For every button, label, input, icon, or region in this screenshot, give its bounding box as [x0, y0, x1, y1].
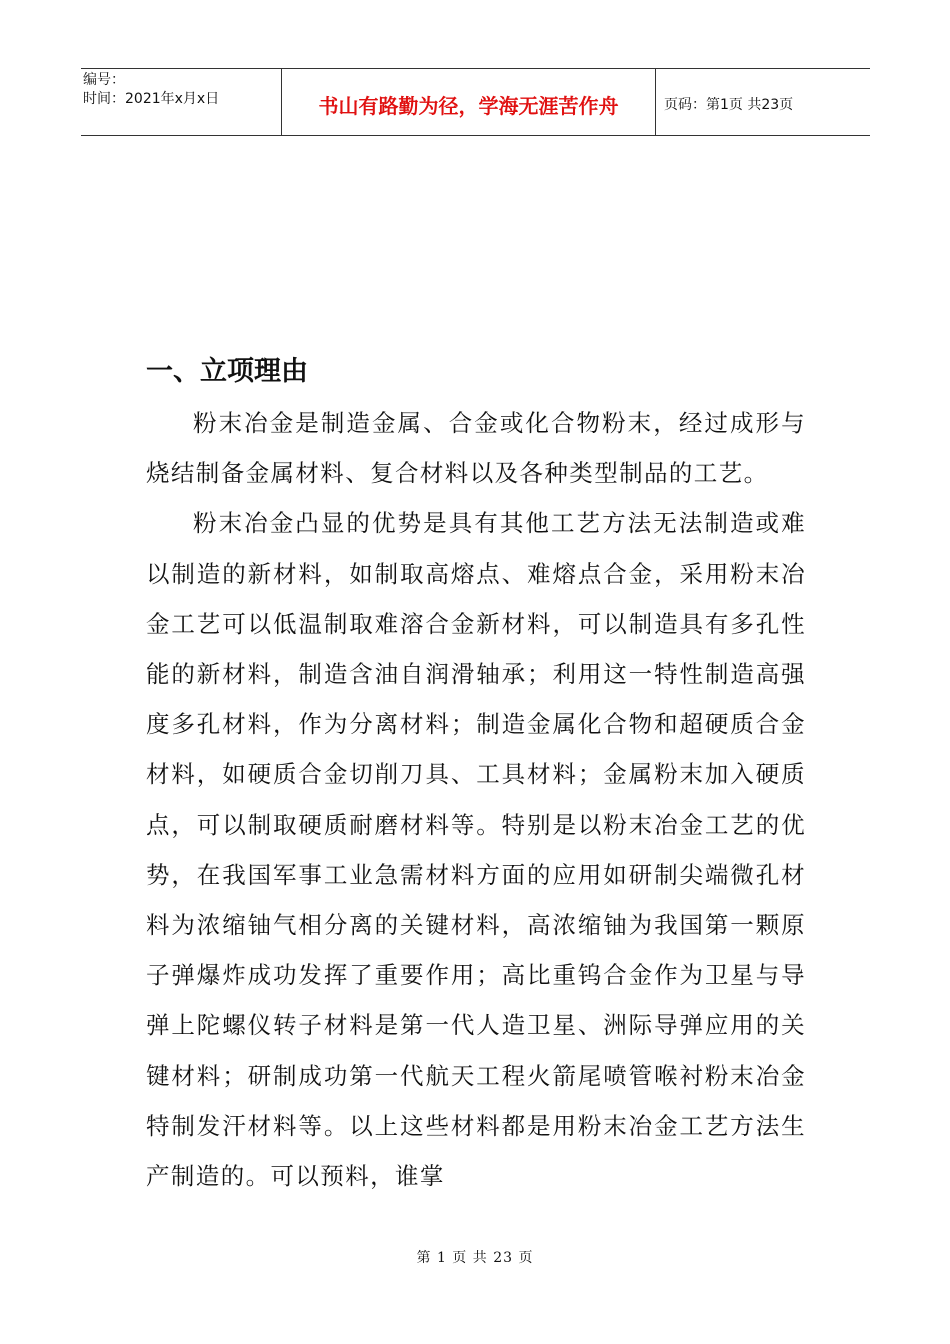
header-motto: 书山有路勤为径，学海无涯苦作舟: [282, 69, 656, 135]
paragraph: 粉末冶金凸显的优势是具有其他工艺方法无法制造或难以制造的新材料，如制取高熔点、难熔点合金，采用粉末冶金工艺可以低温制取难溶合金新材料，可以制造具有多孔性能的新材料，制造含油自润滑轴承；利用这一特性制造高强度多孔材料，作为分离材料；制造金属化合物和超硬质合金材料，如硬质合金切削刀具、工具材料；金属粉末加入硬质点，可以制取硬质耐磨材料等。特别是以粉末冶金工艺的优势，在我国军事工业急需材料方面的应用如研制尖端微孔材料为浓缩铀气相分离的关键材料，高浓缩铀为我国第一颗原子弹爆炸成功发挥了重要作用；高比重钨合金作为卫星与导弹上陀螺仪转子材料是第一代人造卫星、洲际导弹应用的关键材料；研制成功第一代航天工程火箭尾喷管喉衬粉末冶金特制发汗材料等。以上这些材料都是用粉末冶金工艺方法生产制造的。可以预料，谁掌: [146, 509, 806, 1191]
document-number-label: 编号：: [83, 72, 125, 88]
section-heading: 一、立项理由: [146, 356, 308, 387]
page-footer: 第 1 页 共 23 页: [416, 1250, 534, 1266]
document-header: [81, 68, 870, 136]
header-meta-cell: [81, 69, 282, 135]
header-page-code: 页码：第1页 共23页: [664, 97, 794, 113]
paragraph: 粉末冶金是制造金属、合金或化合物粉末，经过成形与烧结制备金属材料、复合材料以及各种类型制品的工艺。: [146, 409, 806, 488]
document-time-label: 时间：2021年x月x日: [83, 91, 220, 107]
body-text: [146, 398, 806, 1201]
